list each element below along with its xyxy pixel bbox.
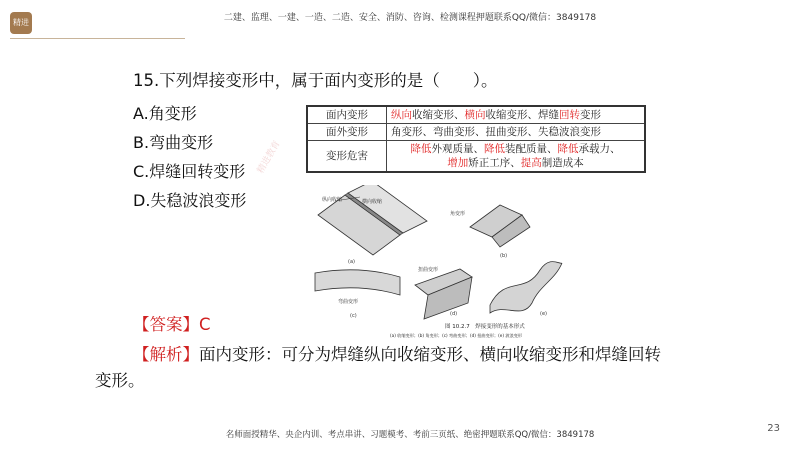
figure-caption: 图 10.2.7 焊接变形的基本形式 xyxy=(445,324,525,330)
figure-d-illustration xyxy=(415,269,472,319)
explanation-paragraph xyxy=(95,342,675,394)
table-value: 角变形、弯曲变形、扭曲变形、失稳波浪变形 xyxy=(387,124,646,141)
table-row xyxy=(307,124,645,141)
table-key: 面内变形 xyxy=(307,106,387,124)
table-key: 变形危害 xyxy=(307,141,387,173)
table-key: 面外变形 xyxy=(307,124,387,141)
answer-value: C xyxy=(199,315,211,334)
figure-label-longitudinal: 纵向收缩 xyxy=(322,197,343,203)
option-c: C.焊缝回转变形 xyxy=(133,162,246,181)
question-text: 15.下列焊接变形中，属于面内变形的是（ ）。 xyxy=(133,71,498,90)
answer-line xyxy=(133,311,211,335)
option-a: A.角变形 xyxy=(133,104,197,123)
option-b: B.弯曲变形 xyxy=(133,133,214,152)
figure-c-illustration xyxy=(315,270,400,295)
deformation-table xyxy=(306,105,646,173)
page-number: 23 xyxy=(767,423,780,434)
figure-sub-a: (a) xyxy=(348,259,355,265)
figure-e-illustration xyxy=(490,262,562,313)
brand-logo: 精进 xyxy=(10,12,32,34)
table-row xyxy=(307,141,645,173)
explanation-text: 面内变形：可分为焊缝纵向收缩变形、横向收缩变形和焊缝回转变形。 xyxy=(95,345,661,390)
figure-sub-e: (e) xyxy=(540,311,547,317)
explanation-tag: 【解析】 xyxy=(133,345,199,364)
answer-tag: 【答案】 xyxy=(133,315,199,334)
option-list xyxy=(133,99,246,215)
table-value: 降低外观质量、降低装配质量、降低承载力、 增加矫正工序、提高制造成本 xyxy=(387,141,646,173)
footer-banner: 名师面授精华、央企内训、考点串讲、习题模考、考前三页纸、绝密押题联系QQ/微信：3849178 xyxy=(225,430,595,440)
figure-b-illustration xyxy=(470,205,530,247)
figure-sub-b: (b) xyxy=(500,253,508,259)
welding-deformation-figure xyxy=(300,185,570,340)
table-row xyxy=(307,106,645,124)
figure-label-transverse: 横向收缩 xyxy=(362,199,383,205)
figure-label-twisting: 扭曲变形 xyxy=(418,267,439,273)
figure-sub-d: (d) xyxy=(450,311,458,317)
figure-label-bending: 弯曲变形 xyxy=(338,299,359,305)
figure-label-angular: 角变形 xyxy=(450,211,466,217)
option-d: D.失稳波浪变形 xyxy=(133,191,247,210)
watermark: 精进教育 xyxy=(255,139,283,176)
figure-a-illustration xyxy=(318,185,427,255)
figure-sub-c: (c) xyxy=(350,313,357,319)
table-value: 纵向收缩变形、横向收缩变形、焊缝回转变形 xyxy=(387,106,646,124)
figure-caption-sub: (a) 收缩变形；(b) 角变形；(c) 弯曲变形；(d) 扭曲变形；(e) 波浪变形 xyxy=(390,333,523,338)
header-divider xyxy=(10,38,185,39)
header-banner: 二建、监理、一建、一造、二造、安全、消防、咨询、检测课程押题联系QQ/微信：3849178 xyxy=(223,13,597,23)
